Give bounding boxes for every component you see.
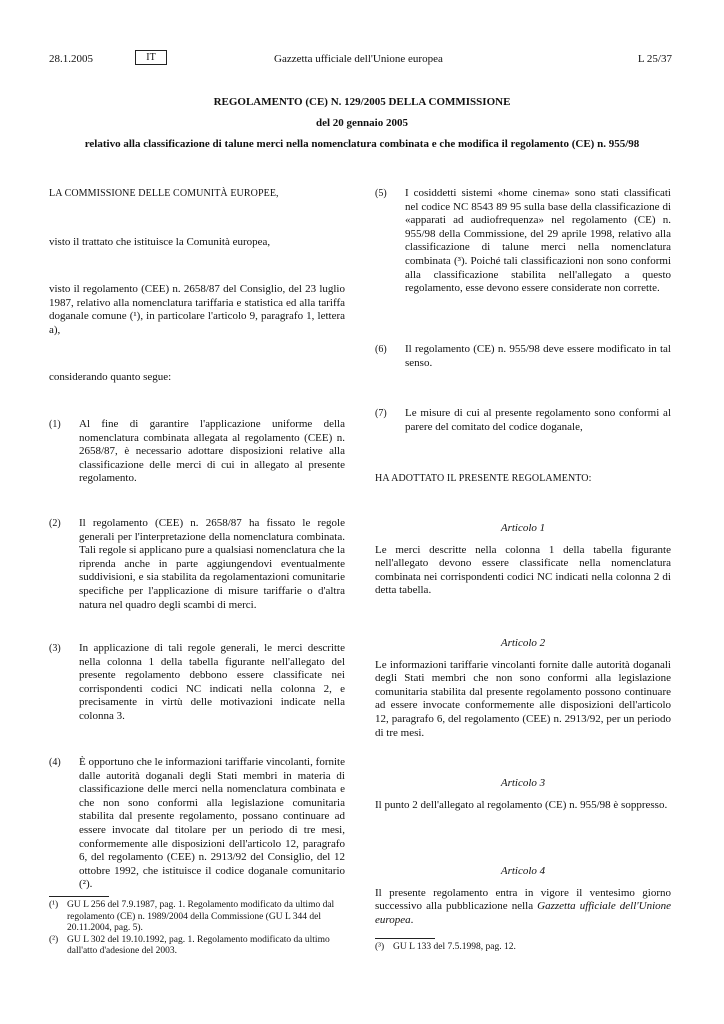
recital-number: (1) bbox=[49, 419, 61, 430]
page-reference: L 25/37 bbox=[637, 53, 672, 65]
language-badge: IT bbox=[135, 50, 167, 65]
article-4 bbox=[375, 865, 671, 927]
visto-treaty: visto il trattato che istituisce la Comunità europea, bbox=[49, 236, 271, 248]
article-3 bbox=[375, 777, 671, 812]
footnote-2: (²) GU L 302 del 19.10.1992, pag. 1. Regolamento modificato da ultimo dall'atto d'adesione del 2003. bbox=[49, 934, 330, 956]
article-text: Le merci descritte nella colonna 1 della tabella figurante nell'allegato devono essere classificate nella nomenclatura combinata nei corrispondenti codici NC indicati nella colonna 2 di detta tabella. bbox=[375, 543, 671, 597]
recital-text: I cosiddetti sistemi «home cinema» sono stati classificati nel codice NC 8543 89 95 sulla base della classificazione di «apparati ad audiofrequenza» nel regolamento (CE) n. 955/98 della Commissione, del 29 aprile 1998, relativo alla classificazione di talune merci nella nomenclatura combinata (³). Poiché tali classificazioni non sono conformi alla classificazione stabilita nell'allegato a questo regolamento, esse devono essere considerate non corrette. bbox=[405, 187, 671, 295]
recital-text: Le misure di cui al presente regolamento sono conformi al parere del comitato del codice doganale, bbox=[405, 407, 671, 433]
recital-3 bbox=[49, 642, 345, 724]
article-title: Articolo 4 bbox=[500, 865, 546, 877]
recital-6 bbox=[375, 343, 671, 370]
footnote-divider bbox=[375, 938, 435, 939]
article-text: Il presente regolamento entra in vigore il ventesimo giorno successivo alla pubblicazione nella Gazzetta ufficiale dell'Unione europea. bbox=[375, 886, 672, 926]
commission-heading: LA COMMISSIONE DELLE COMUNITÀ EUROPEE, bbox=[49, 188, 279, 199]
article-title: Articolo 2 bbox=[500, 637, 546, 649]
article-text: Il punto 2 dell'allegato al regolamento (CE) n. 955/98 è soppresso. bbox=[375, 798, 668, 811]
recital-text: Al fine di garantire l'applicazione uniforme della nomenclatura combinata allegata al regolamento (CEE) n. 2658/87, è necessario adottare disposizioni relative alla classificazione delle merci di cui in allegato al presente regolamento. bbox=[79, 418, 345, 485]
recital-4 bbox=[49, 756, 345, 892]
title-regulation: REGOLAMENTO (CE) N. 129/2005 DELLA COMMISSIONE bbox=[213, 96, 511, 108]
recital-text: In applicazione di tali regole generali, le merci descritte nella colonna 1 della tabella figurante nell'allegato del presente regolamento debbono essere classificate nei corrispondenti codici NC indicati nella colonna 2, e precisamente in virtù delle motivazioni indicate nella colonna 3. bbox=[79, 642, 345, 722]
recital-5 bbox=[375, 187, 671, 296]
title-subject: relativo alla classificazione di talune merci nella nomenclatura combinata e che modifica il regolamento (CE) n. 955/98 bbox=[84, 138, 640, 150]
header-date: 28.1.2005 bbox=[49, 53, 93, 65]
considerando: considerando quanto segue: bbox=[49, 371, 172, 383]
article-title: Articolo 1 bbox=[500, 522, 546, 534]
document-title bbox=[40, 95, 684, 151]
footnote-1: (¹) GU L 256 del 7.9.1987, pag. 1. Regolamento modificato da ultimo dal regolamento (CE) n. 1989/2004 della Commissione (GU L 344 del 20.11.2004, pag. 5). bbox=[49, 900, 335, 933]
recital-number: (2) bbox=[49, 518, 61, 529]
recital-number: (5) bbox=[375, 188, 387, 199]
journal-reference: Gazzetta ufficiale dell'Unione europea bbox=[375, 900, 672, 926]
recital-2 bbox=[49, 517, 345, 612]
article-text: Le informazioni tariffarie vincolanti fornite dalle autorità doganali degli Stati membri che non sono conformi alla legislazione comunitaria stabilita dal presente regolamento possono continuare ad essere invocate conformemente alle disposizioni dell'articolo 12, paragrafo 6, del regolamento (CEE) n. 2913/92, per un periodo di tre mesi. bbox=[375, 658, 671, 739]
article-2 bbox=[375, 637, 671, 740]
recital-number: (6) bbox=[375, 344, 387, 355]
recital-7 bbox=[375, 407, 671, 434]
recital-1 bbox=[49, 418, 345, 486]
article-1 bbox=[375, 522, 671, 598]
title-date: del 20 gennaio 2005 bbox=[316, 117, 408, 129]
footnotes-left bbox=[49, 896, 345, 958]
recital-text: Il regolamento (CE) n. 955/98 deve essere modificato in tal senso. bbox=[405, 343, 671, 369]
recital-text: Il regolamento (CEE) n. 2658/87 ha fissato le regole generali per l'interpretazione della nomenclatura combinata. Tali regole si applicano pure a qualsiasi nomenclatura che la riprenda anche in parte aggiungendovi eventualmente suddivisioni, e sia stabilita da regolamentazioni comunitarie specifiche per l'applicazione di misure tariffarie o d'altra natura nel quadro degli scambi di merci. bbox=[79, 517, 345, 611]
recital-number: (7) bbox=[375, 408, 387, 419]
footnote-divider bbox=[49, 896, 109, 897]
footnote-3: (³) GU L 133 del 7.5.1998, pag. 12. bbox=[375, 942, 516, 952]
recital-number: (4) bbox=[49, 757, 61, 768]
recital-number: (3) bbox=[49, 643, 61, 654]
article-title: Articolo 3 bbox=[500, 777, 546, 789]
journal-name: Gazzetta ufficiale dell'Unione europea bbox=[274, 53, 443, 65]
visto-regulation: visto il regolamento (CEE) n. 2658/87 del Consiglio, del 23 luglio 1987, relativo alla nomenclatura tariffaria e statistica ed alla tariffa doganale comune (¹), in particolare l'articolo 9, paragrafo 1, lettera a), bbox=[49, 283, 345, 336]
footnotes-right bbox=[375, 938, 671, 954]
recital-text: È opportuno che le informazioni tariffarie vincolanti, fornite dalle autorità doganali degli Stati membri in materia di classificazione delle merci nella nomenclatura combinata e che non sono conformi alla legislazione comunitaria stabilita dal presente regolamento, possano continuare ad essere invocate dal titolare per un periodo di tre mesi, conformemente alle disposizioni dell'articolo 12, paragrafo 6, del regolamento (CEE) n. 2913/92 del Consiglio, del 12 ottobre 1992, che istituisce il codice doganale comunitario (²). bbox=[79, 756, 345, 891]
adoption-statement: HA ADOTTATO IL PRESENTE REGOLAMENTO: bbox=[375, 473, 592, 484]
